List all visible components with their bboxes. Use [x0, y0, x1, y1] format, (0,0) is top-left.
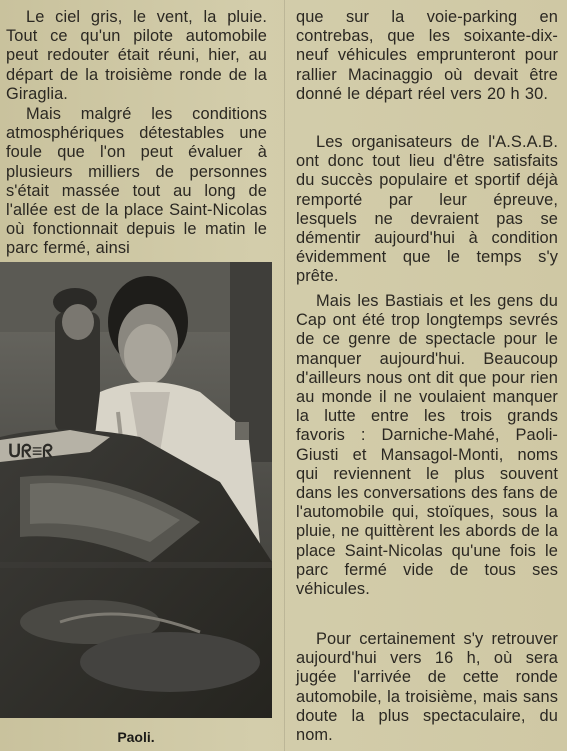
driver-photo: [0, 262, 272, 718]
article-paragraph-5: Mais les Bastiais et les gens du Cap ont été trop longtemps sevrés de ce genre de spectacle pour le manquer aujourd'hui. Beaucoup d'ailleurs nous ont dit que pour rien au monde il ne voulaient manquer la lutte entre les trois grands favoris : Darniche-Mahé, Paoli-Giusti et Mansagol-Monti, noms qui reviennent le plus souvent dans les conversations des fans de l'automobile qui, stoïques, sous la pluie, ne quittèrent les abords de la place Saint-Nicolas qu'une fois le parc fermé vide de tous ses véhicules.: [296, 292, 558, 599]
driver-photo-illustration: [0, 262, 272, 718]
article-paragraph-1: Le ciel gris, le vent, la pluie. Tout ce qu'un pilote automobile peut redouter était réuni, hier, au départ de la troisième ronde de la Giraglia.: [6, 8, 267, 103]
column-divider: [284, 0, 285, 751]
article-paragraph-2: Mais malgré les conditions atmosphériques détestables une foule que l'on peut évaluer à plusieurs milliers de personnes s'était massée tout au long de l'allée est de la place Saint-Nicolas où fonctionnait depuis le matin le parc fermé, ainsi: [6, 105, 267, 258]
article-paragraph-3: que sur la voie-parking en contrebas, que les soixante-dix-neuf véhicules emprunteront pour rallier Macinaggio où devait être donné le départ réel vers 20 h 30.: [296, 8, 558, 103]
article-paragraph-4: Les organisateurs de l'A.S.A.B. ont donc tout lieu d'être satisfaits du succès populaire et sportif déjà remporté par leur épreuve, lesquels ne devraient pas se démentir aujourd'hui à condition évidemment que le temps s'y prête.: [296, 133, 558, 286]
article-paragraph-6: Pour certainement s'y retrouver aujourd'hui vers 16 h, où sera jugée l'arrivée de cette ronde automobile, la troisième, mais sans doute la plus spectaculaire, du nom.: [296, 630, 558, 745]
svg-text:ᑌᖇ≡ᖇ: ᑌᖇ≡ᖇ: [8, 441, 53, 461]
photo-caption: Paoli.: [117, 729, 155, 745]
